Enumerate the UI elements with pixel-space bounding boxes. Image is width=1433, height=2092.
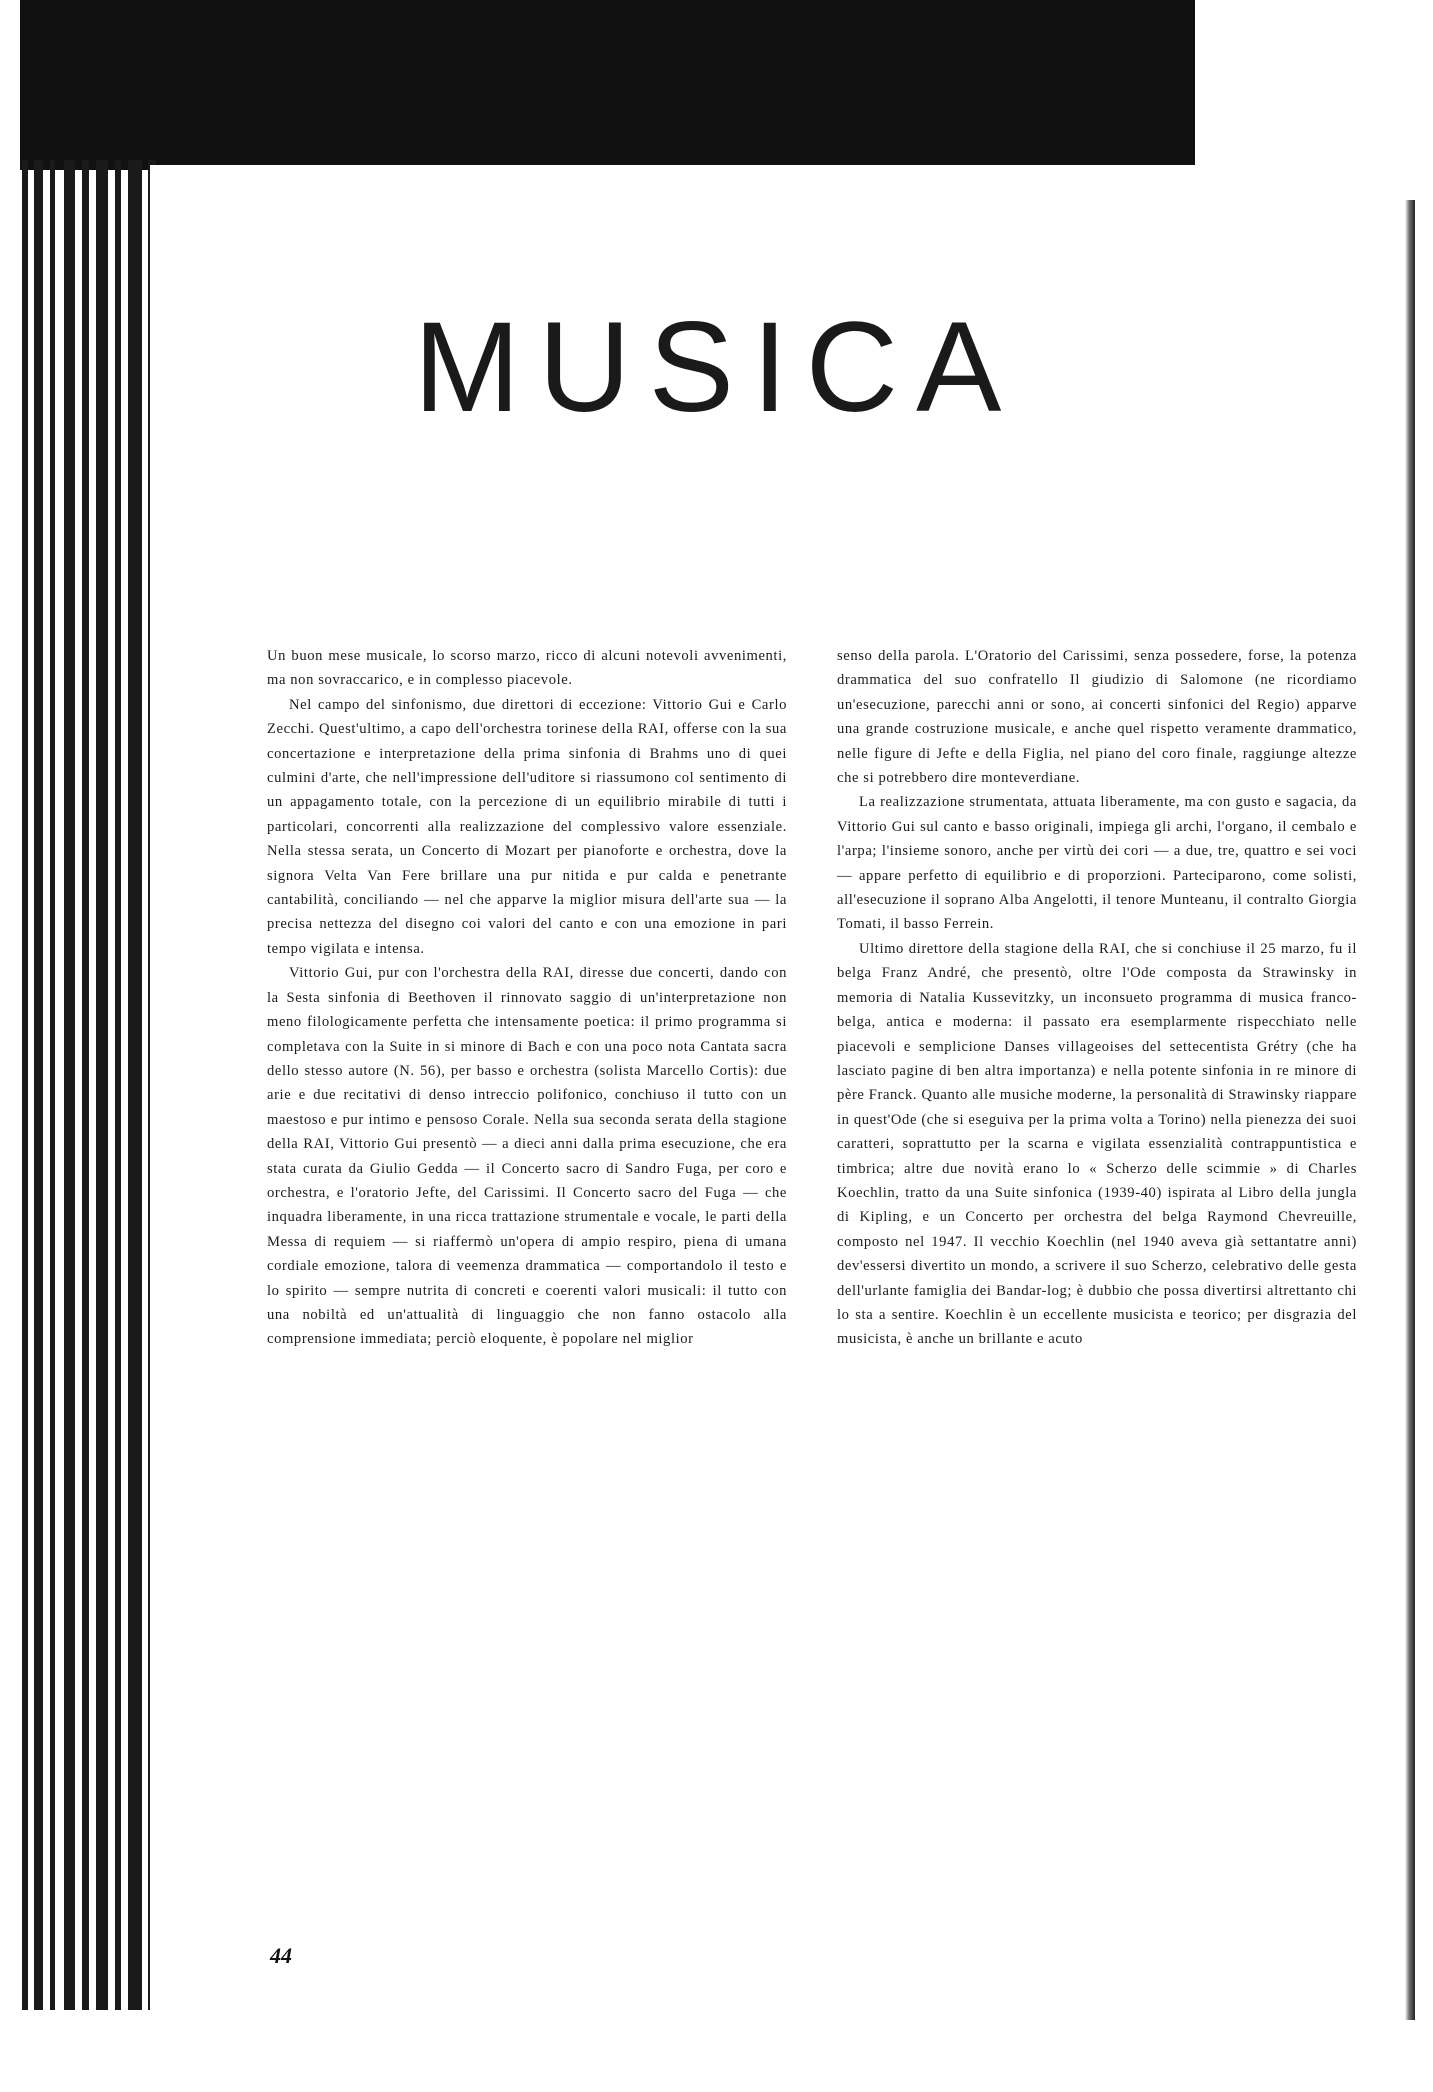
page-title: MUSICA	[413, 295, 1020, 439]
page-number: 44	[270, 1943, 292, 1968]
page-edges	[20, 160, 160, 2010]
top-dark-band	[20, 0, 1195, 170]
paragraph: Nel campo del sinfonismo, due direttori di eccezione: Vittorio Gui e Carlo Zecchi. Quest'ultimo, a capo dell'orchestra torinese della RAI, offerse con la sua concertazione e interpretazione della prima sinfonia di Brahms uno di quei culmini d'arte, che nell'impressione dell'uditore si riassumono col sentimento di un appagamento totale, con la percezione di un equilibrio mirabile di tutti i particolari, concorrenti alla realizzazione del complessivo valore essenziale. Nella stessa serata, un Concerto di Mozart per pianoforte e orchestra, dove la signora Velta Van Fere brillare una pur nitida e pur calda e penetrante cantabilità, conciliando — nel che apparve la miglior misura dell'arte sua — la precisa nettezza del disegno coi valori del canto e con una emozione in pari tempo vigilata e intensa.	[267, 696, 787, 957]
page-right-edge	[1405, 200, 1415, 2020]
paragraph: Un buon mese musicale, lo scorso marzo, ricco di alcuni notevoli avvenimenti, ma non sovraccarico, e in complesso piacevole.	[267, 648, 787, 689]
article-column-left	[267, 644, 787, 1352]
paragraph: Vittorio Gui, pur con l'orchestra della RAI, diresse due concerti, dando con la Sesta sinfonia di Beethoven il rinnovato saggio di un'interpretazione non meno filologicamente perfetta che intensamente poetica: il primo programma si completava con la Suite in si minore di Bach e con una poco nota Cantata sacra dello stesso autore (N. 56), per basso e orchestra (solista Marcello Cortis): due arie e due recitativi di denso intreccio polifonico, conchiuso il tutto con un maestoso e pur intimo e pensoso Corale. Nella sua seconda serata della stagione della RAI, Vittorio Gui presentò — a dieci anni dalla prima esecuzione, che era stata curata da Giulio Gedda — il Concerto sacro di Sandro Fuga, per coro e orchestra, e l'oratorio Jefte, del Carissimi. Il Concerto sacro del Fuga — che inquadra liberamente, in una ricca trattazione strumentale e vocale, le parti della Messa di requiem — si riaffermò un'opera di ampio respiro, piena di umana cordiale emozione, talora di veemenza drammatica — comportandolo il testo e lo spirito — sempre nutrita di concreti e coerenti valori musicali: il tutto con una nobiltà ed un'attualità di linguaggio che non fanno ostacolo alla comprensione immediata; perciò eloquente, è popolare nel miglior	[267, 965, 787, 1348]
paragraph: Ultimo direttore della stagione della RAI, che si conchiuse il 25 marzo, fu il belga Franz André, che presentò, oltre l'Ode composta da Strawinsky in memoria di Natalia Kussevitzky, un inconsueto programma di musica franco-belga, antica e moderna: il passato era esemplarmente rispecchiato nelle piacevoli e semplicione Danses villageoises del settecentista Grétry (che ha lasciato pagine di ben altra importanza) e nella potente sinfonia in re minore di père Franck. Quanto alle musiche moderne, la personalità di Strawinsky riappare in quest'Ode (che si eseguiva per la prima volta a Torino) nella pienezza dei suoi caratteri, soprattutto per la scarna e vigilata essenzialità contrappuntistica e timbrica; altre due novità erano lo « Scherzo delle scimmie » di Charles Koechlin, tratto da una Suite sinfonica (1939-40) ispirata al Libro della jungla di Kipling, e un Concerto per orchestra del belga Raymond Chevreuille, composto nel 1947. Il vecchio Koechlin (nel 1940 aveva già settantatre anni) dev'essersi divertito un mondo, a scrivere il suo Scherzo, celebrativo delle gesta dell'urlante famiglia dei Bandar-log; è dubbio che possa divertirsi altrettanto chi lo sta a sentire. Koechlin è un eccellente musicista e teorico; per disgrazia del musicista, è anche un brillante e acuto	[837, 940, 1357, 1348]
paragraph: La realizzazione strumentata, attuata liberamente, ma con gusto e sagacia, da Vittorio Gui sul canto e basso originali, impiega gli archi, l'organo, il cembalo e l'arpa; l'insieme sonoro, anche per virtù dei cori — a due, tre, quattro e sei voci — appare perfetto di equilibrio e di proporzioni. Parteciparono, come solisti, all'esecuzione il soprano Alba Angelotti, il tenore Munteanu, il contralto Giorgia Tomati, il basso Ferrein.	[837, 794, 1357, 933]
article-column-right	[837, 644, 1357, 1352]
paragraph: senso della parola. L'Oratorio del Carissimi, senza possedere, forse, la potenza drammatica del suo confratello Il giudizio di Salomone (ne ricordiamo un'esecuzione, parecchi anni or sono, ai concerti sinfonici del Regio) apparve una grande costruzione musicale, e anche quel rispetto veramente drammatico, nelle figure di Jefte e della Figlia, nel piano del coro finale, raggiunge altezze che si potrebbero dire monteverdiane.	[837, 648, 1357, 787]
